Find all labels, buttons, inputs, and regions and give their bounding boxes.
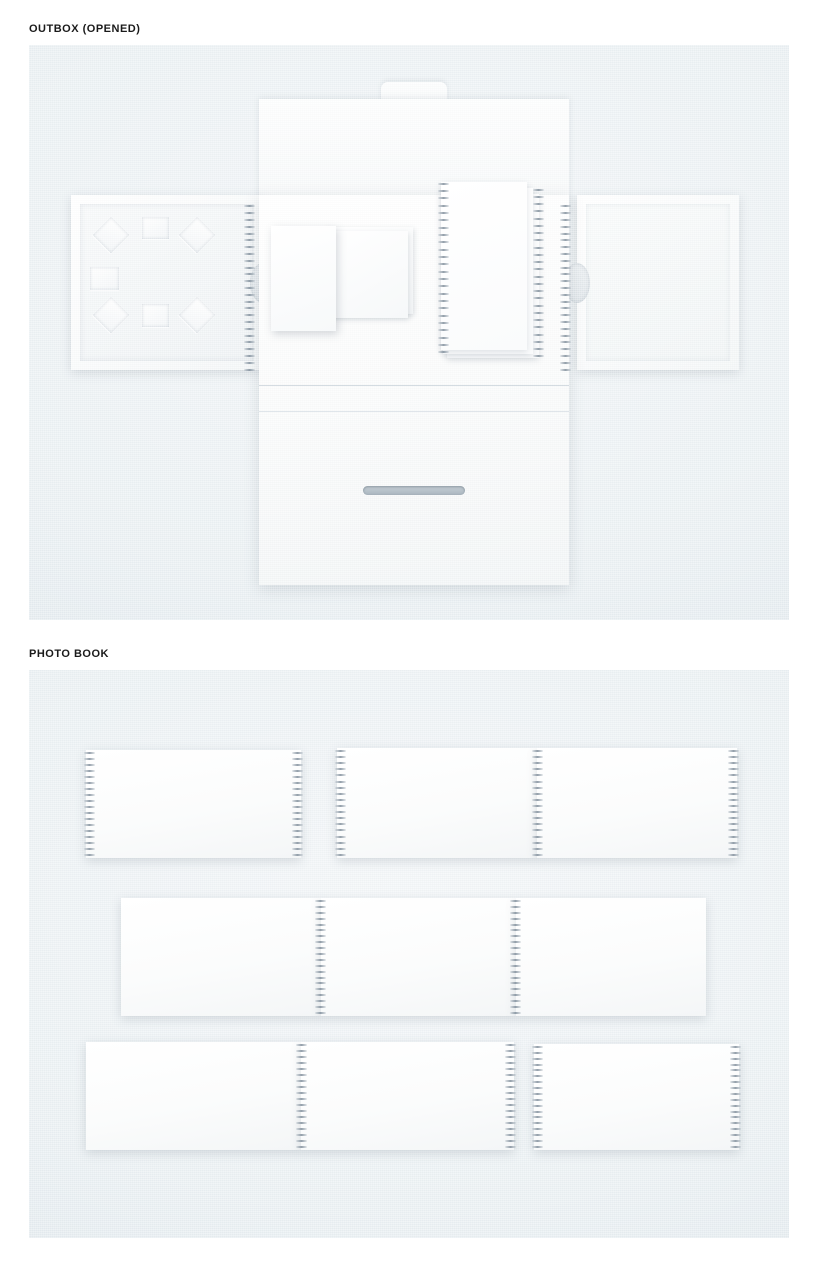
outbox-left-wing (71, 195, 263, 370)
diecut-diamond (179, 297, 216, 334)
outbox-illustration (29, 45, 789, 620)
outbox-spiral-left (244, 203, 255, 373)
outbox-fold-line (259, 385, 569, 386)
photobook-spiral (728, 748, 739, 858)
diecut-square (142, 217, 169, 239)
photobook-spiral-center (532, 748, 543, 858)
photobook-spread-5 (534, 1044, 739, 1150)
section-title-photobook: PHOTO BOOK (29, 648, 109, 660)
outbox-notebook (441, 180, 543, 363)
photobook-spread-4 (86, 1042, 514, 1150)
photobook-spiral (532, 1044, 543, 1150)
photobook-page (86, 1042, 301, 1150)
photobook-spiral (335, 748, 346, 858)
outbox-handle-slot (363, 486, 465, 495)
photobook-spiral (505, 1042, 516, 1150)
notebook-spiral-right (533, 186, 544, 360)
photobook-spread-2 (337, 748, 737, 858)
diecut-diamond (179, 217, 216, 254)
photobook-spiral (292, 750, 303, 858)
photobook-page (121, 898, 321, 1016)
photobook-spiral-center (315, 898, 326, 1016)
outbox-left-wing-inner (80, 204, 254, 361)
outbox-spiral-right (560, 203, 571, 373)
outbox-panel (29, 45, 789, 620)
section-divider (0, 620, 818, 621)
outbox-right-wing-inner (586, 204, 730, 361)
photobook-page (534, 1044, 739, 1150)
photobook-spread-1 (86, 750, 301, 858)
outbox-fold-line (259, 411, 569, 412)
outbox-right-wing (577, 195, 739, 370)
inner-card-front (271, 226, 336, 331)
photobook-page (86, 750, 301, 858)
photobook-spread-3 (121, 898, 706, 1016)
photobook-page (337, 748, 537, 858)
photobook-panel (29, 670, 789, 1238)
diecut-square (142, 304, 169, 327)
diecut-diamond (93, 217, 130, 254)
photobook-spiral (84, 750, 95, 858)
diecut-diamond (93, 297, 130, 334)
section-title-outbox: OUTBOX (OPENED) (29, 23, 141, 35)
photobook-page (301, 1042, 514, 1150)
photobook-page (537, 748, 737, 858)
photobook-page (321, 898, 516, 1016)
photobook-spiral-center (296, 1042, 307, 1150)
photobook-page (516, 898, 706, 1016)
photobook-spiral (730, 1044, 741, 1150)
notebook-page (441, 182, 527, 350)
notebook-spiral-left (438, 180, 449, 356)
photobook-spiral-center (510, 898, 521, 1016)
diecut-square (90, 267, 119, 290)
